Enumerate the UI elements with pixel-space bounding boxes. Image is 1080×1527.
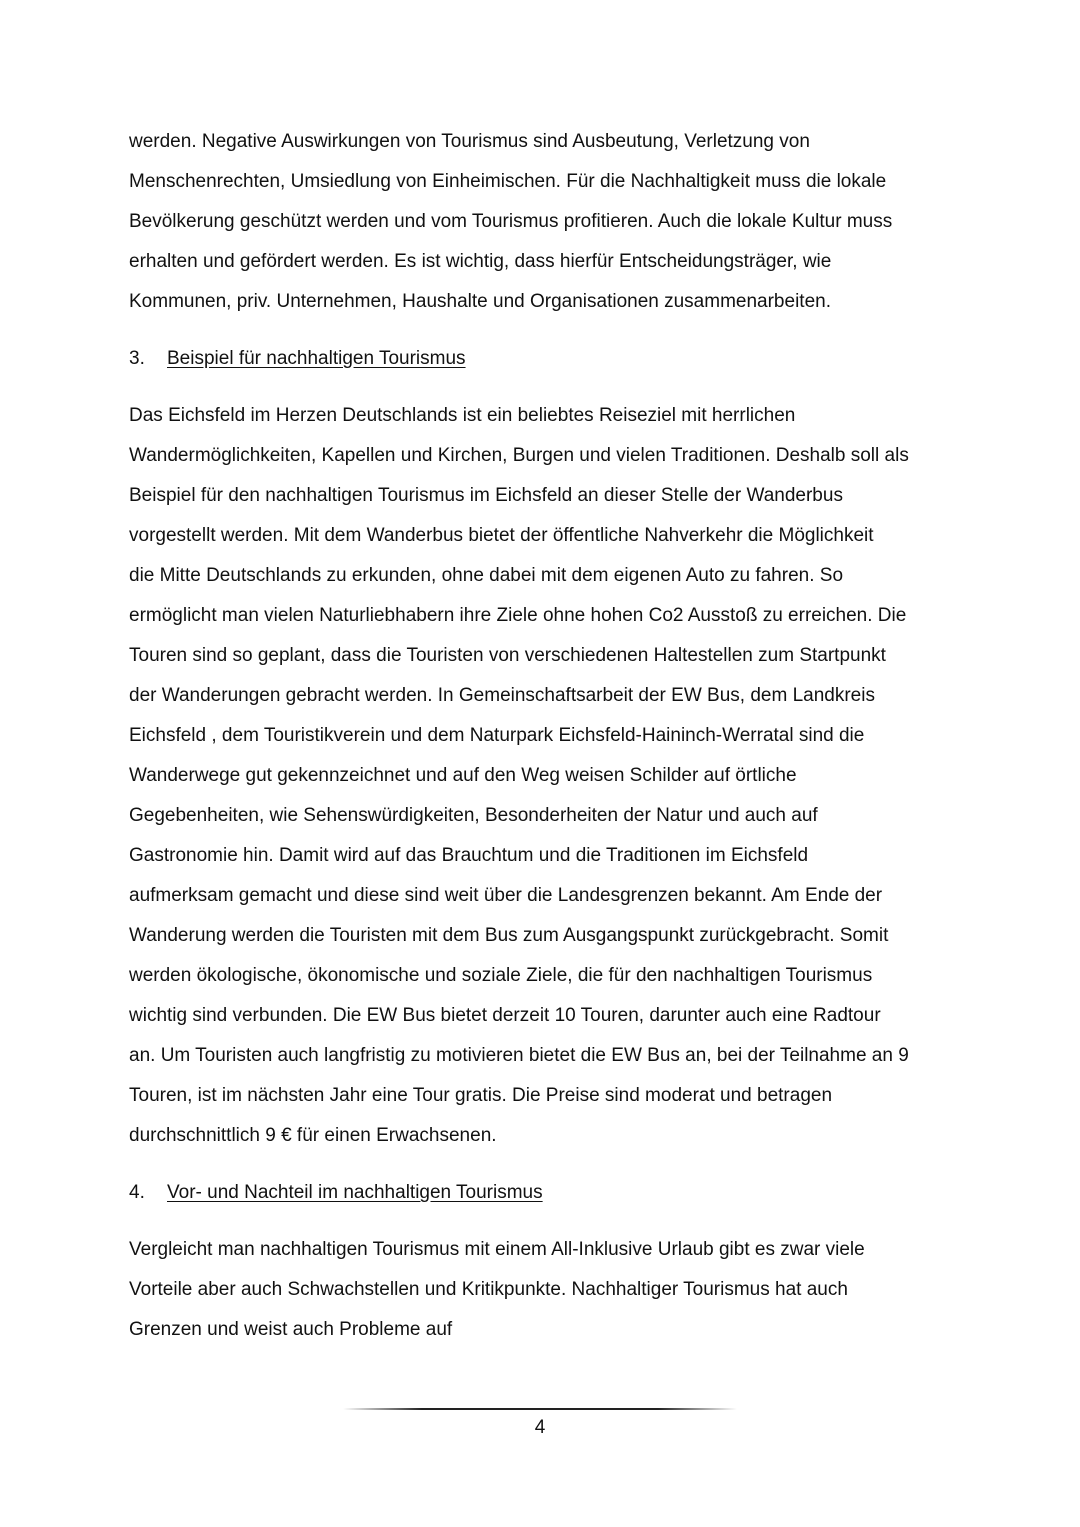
text-line: Gegebenheiten, wie Sehenswürdigkeiten, Besonderheiten der Natur und auch auf	[129, 805, 818, 826]
text-line: ermöglicht man vielen Naturliebhabern ihre Ziele ohne hohen Co2 Ausstoß zu erreichen. Die	[129, 605, 907, 626]
text-line: Wanderwege gut gekennzeichnet und auf den Weg weisen Schilder auf örtliche	[129, 765, 797, 786]
section-heading-4	[129, 1173, 959, 1213]
section-number: 3.	[129, 348, 145, 369]
text-line: Gastronomie hin. Damit wird auf das Brauchtum und die Traditionen im Eichsfeld	[129, 845, 809, 866]
text-line: aufmerksam gemacht und diese sind weit über die Landesgrenzen bekannt. Am Ende der	[129, 885, 883, 906]
document-body	[129, 122, 959, 1350]
text-line: Grenzen und weist auch Probleme auf	[129, 1319, 453, 1340]
text-line: wichtig sind verbunden. Die EW Bus bietet derzeit 10 Touren, darunter auch eine Radtour	[129, 1005, 881, 1026]
text-line: an. Um Touristen auch langfristig zu motivieren bietet die EW Bus an, bei der Teilnahme an 9	[129, 1045, 909, 1066]
section-title: Vor- und Nachteil im nachhaltigen Tourismus	[167, 1182, 543, 1203]
section-heading-3	[129, 339, 959, 379]
page-number: 4	[534, 1417, 546, 1438]
text-line: Das Eichsfeld im Herzen Deutschlands ist ein beliebtes Reiseziel mit herrlichen	[129, 405, 796, 426]
text-line: Menschenrechten, Umsiedlung von Einheimischen. Für die Nachhaltigkeit muss die lokale	[129, 171, 887, 192]
paragraph-comparison	[129, 1230, 959, 1350]
text-line: Wandermöglichkeiten, Kapellen und Kirchen, Burgen und vielen Traditionen. Deshalb soll als	[129, 445, 909, 466]
text-line: der Wanderungen gebracht werden. In Gemeinschaftsarbeit der EW Bus, dem Landkreis	[129, 685, 875, 706]
text-line: die Mitte Deutschlands zu erkunden, ohne dabei mit dem eigenen Auto zu fahren. So	[129, 565, 844, 586]
text-line: werden. Negative Auswirkungen von Tourismus sind Ausbeutung, Verletzung von	[129, 131, 810, 152]
text-line: Touren sind so geplant, dass die Touristen von verschiedenen Haltestellen zum Startpunkt	[129, 645, 886, 666]
paragraph-example	[129, 396, 959, 1156]
text-line: werden ökologische, ökonomische und soziale Ziele, die für den nachhaltigen Tourismus	[129, 965, 873, 986]
text-line: vorgestellt werden. Mit dem Wanderbus bietet der öffentliche Nahverkehr die Möglichkeit	[129, 525, 874, 546]
footer-divider	[343, 1408, 737, 1410]
text-line: Kommunen, priv. Unternehmen, Haushalte und Organisationen zusammenarbeiten.	[129, 291, 831, 312]
text-line: durchschnittlich 9 € für einen Erwachsenen.	[129, 1125, 497, 1146]
text-line: erhalten und gefördert werden. Es ist wichtig, dass hierfür Entscheidungsträger, wie	[129, 251, 832, 272]
text-line: Touren, ist im nächsten Jahr eine Tour gratis. Die Preise sind moderat und betragen	[129, 1085, 833, 1106]
text-line: Eichsfeld , dem Touristikverein und dem Naturpark Eichsfeld-Haininch-Werratal sind die	[129, 725, 865, 746]
text-line: Vergleicht man nachhaltigen Tourismus mit einem All-Inklusive Urlaub gibt es zwar viele	[129, 1239, 865, 1260]
text-line: Beispiel für den nachhaltigen Tourismus im Eichsfeld an dieser Stelle der Wanderbus	[129, 485, 843, 506]
paragraph-intro	[129, 122, 959, 322]
section-number: 4.	[129, 1182, 145, 1203]
text-line: Bevölkerung geschützt werden und vom Tourismus profitieren. Auch die lokale Kultur muss	[129, 211, 893, 232]
text-line: Vorteile aber auch Schwachstellen und Kritikpunkte. Nachhaltiger Tourismus hat auch	[129, 1279, 848, 1300]
text-line: Wanderung werden die Touristen mit dem Bus zum Ausgangspunkt zurückgebracht. Somit	[129, 925, 889, 946]
section-title: Beispiel für nachhaltigen Tourismus	[167, 348, 466, 369]
